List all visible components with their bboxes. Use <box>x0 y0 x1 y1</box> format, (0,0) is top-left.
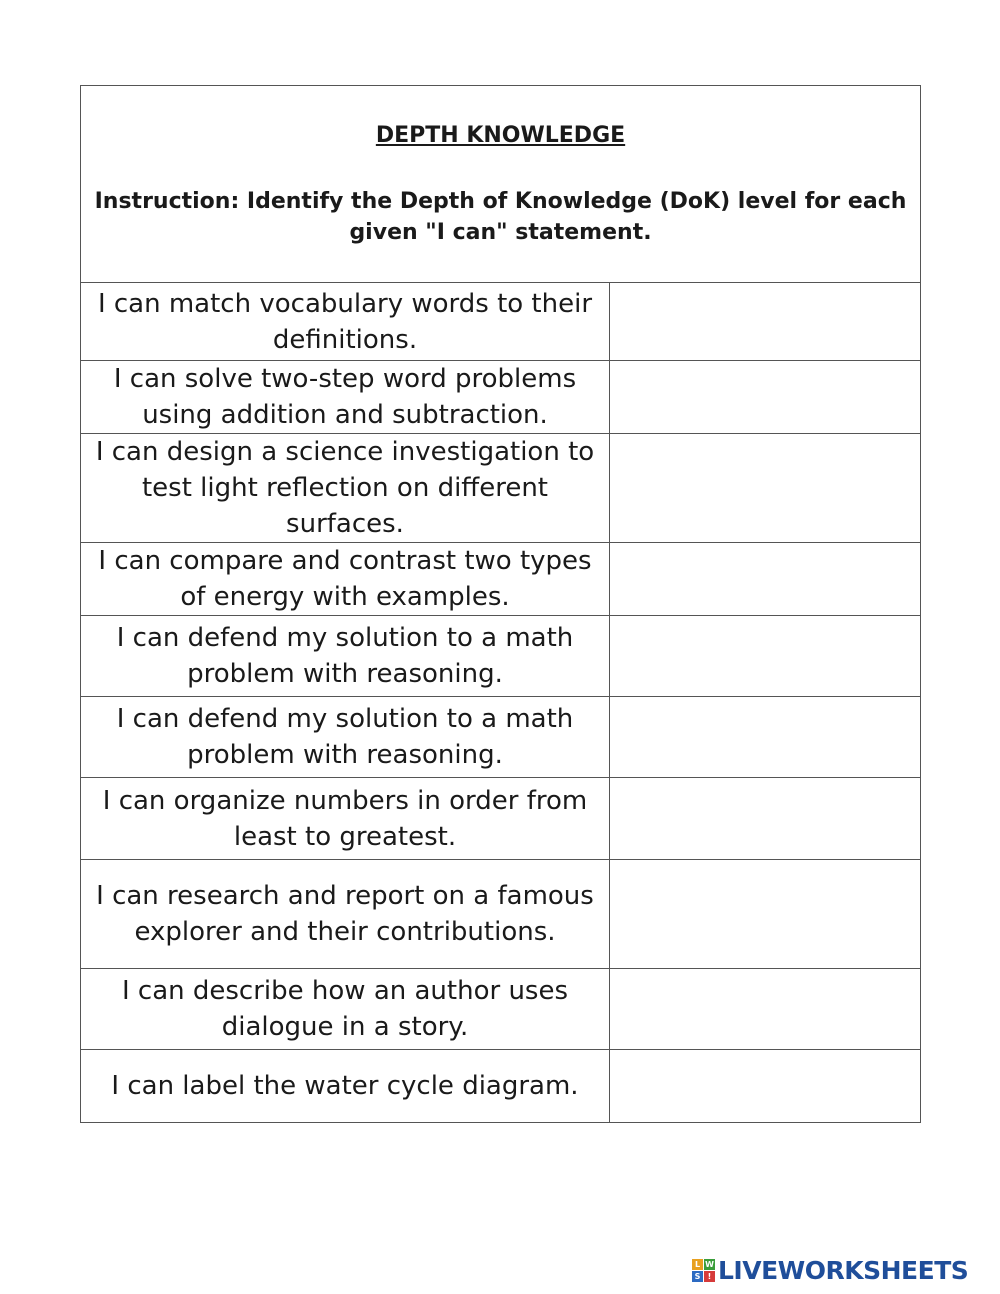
answer-cell[interactable] <box>610 969 921 1050</box>
statement-cell: I can compare and contrast two types of energy with examples. <box>81 543 610 616</box>
worksheet-instruction: Instruction: Identify the Depth of Knowledge (DoK) level for each given "I can" statement. <box>94 189 907 245</box>
table-row <box>81 969 921 1050</box>
table-row <box>81 543 921 616</box>
logo-mark-square: S <box>692 1271 703 1282</box>
answer-cell[interactable] <box>610 543 921 616</box>
answer-cell[interactable] <box>610 1050 921 1123</box>
answer-cell[interactable] <box>610 860 921 969</box>
statement-cell: I can research and report on a famous explorer and their contributions. <box>81 860 610 969</box>
answer-cell[interactable] <box>610 434 921 543</box>
logo-mark-square: W <box>705 1259 714 1269</box>
header-row <box>81 86 921 283</box>
statement-cell: I can defend my solution to a math problem with reasoning. <box>81 697 610 778</box>
statement-cell: I can match vocabulary words to their definitions. <box>81 283 610 361</box>
table-row <box>81 361 921 434</box>
statement-cell: I can defend my solution to a math problem with reasoning. <box>81 616 610 697</box>
answer-cell[interactable] <box>610 283 921 361</box>
logo-text: LIVEWORKSHEETS <box>718 1255 969 1285</box>
table-row <box>81 283 921 361</box>
answer-cell[interactable] <box>610 778 921 860</box>
logo-mark-icon <box>692 1259 715 1282</box>
table-row <box>81 860 921 969</box>
table-row <box>81 616 921 697</box>
worksheet-table <box>80 85 921 1123</box>
statement-cell: I can solve two-step word problems using addition and subtraction. <box>81 361 610 434</box>
answer-cell[interactable] <box>610 616 921 697</box>
table-row <box>81 1050 921 1123</box>
table-row <box>81 778 921 860</box>
worksheet-title: DEPTH KNOWLEDGE <box>375 123 626 148</box>
logo-mark-square: ! <box>704 1271 715 1282</box>
answer-cell[interactable] <box>610 361 921 434</box>
liveworksheets-logo[interactable] <box>692 1256 968 1284</box>
worksheet <box>80 85 920 1123</box>
statement-cell: I can organize numbers in order from least to greatest. <box>81 778 610 860</box>
answer-cell[interactable] <box>610 697 921 778</box>
header-cell <box>81 86 921 283</box>
logo-mark-square: L <box>692 1259 703 1270</box>
statement-cell: I can design a science investigation to test light reflection on different surfaces. <box>81 434 610 543</box>
statement-cell: I can label the water cycle diagram. <box>81 1050 610 1123</box>
table-row <box>81 434 921 543</box>
table-row <box>81 697 921 778</box>
statement-cell: I can describe how an author uses dialogue in a story. <box>81 969 610 1050</box>
